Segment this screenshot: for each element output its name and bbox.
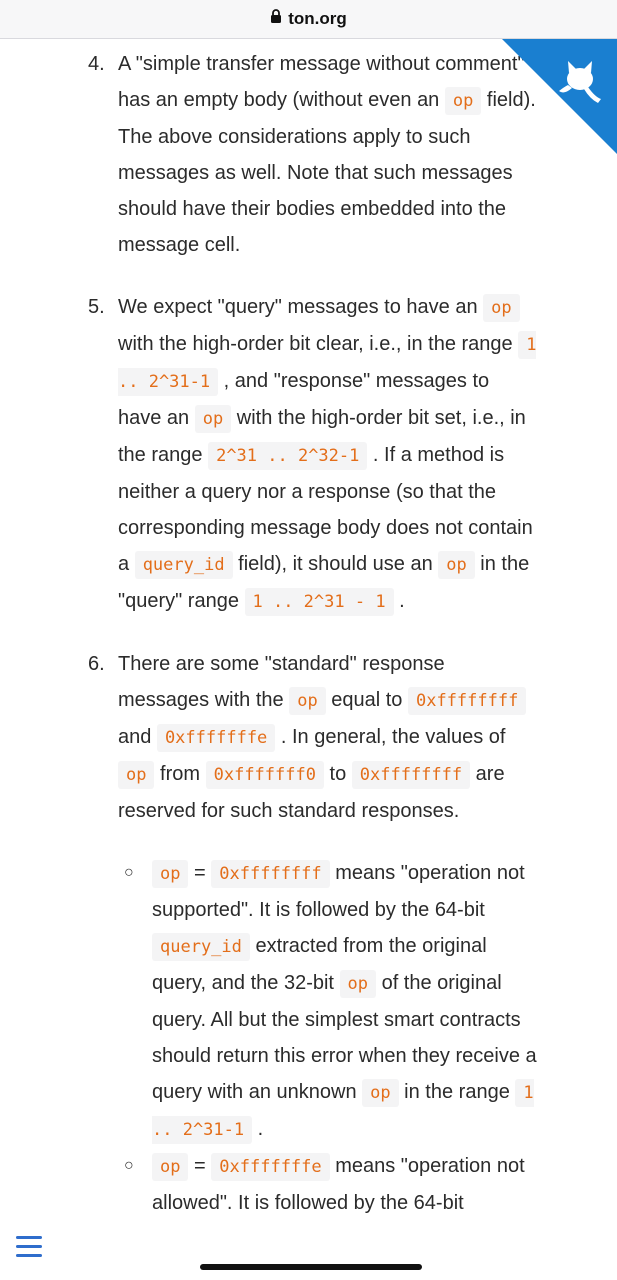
- browser-address-bar[interactable]: [0, 0, 617, 39]
- inline-code: 1 .. 2^31-1: [152, 1079, 534, 1144]
- text: There are some "standard" response messages with the: [118, 653, 445, 711]
- inline-code: op: [152, 1153, 188, 1181]
- bullet-circle: ○: [124, 1157, 134, 1174]
- text: , and "response" messages to have an: [118, 370, 490, 429]
- inline-code: 0xfffffff0: [206, 761, 324, 789]
- bullet-circle: ○: [124, 864, 134, 881]
- text: with the high-order bit set, i.e., in the range: [118, 407, 526, 466]
- list-item-6: [0, 646, 617, 1221]
- inline-code: 0xffffffff: [352, 761, 470, 789]
- inline-code: query_id: [135, 551, 233, 579]
- inline-code: 0xfffffffe: [211, 1153, 329, 1181]
- text: field), it should use an: [232, 553, 439, 575]
- text: .: [393, 590, 405, 612]
- inline-code: 1 .. 2^31 - 1: [245, 588, 394, 616]
- bullet-list: [118, 855, 537, 1221]
- github-corner-icon[interactable]: [502, 39, 617, 154]
- url-text: ton.org: [288, 9, 347, 28]
- inline-code: 1 .. 2^31-1: [118, 331, 536, 396]
- inline-code: 0xfffffffe: [157, 724, 275, 752]
- list-item-5: [0, 289, 617, 620]
- doc-content: [0, 40, 617, 1280]
- menu-bar: [16, 1245, 42, 1248]
- inline-code: op: [340, 970, 376, 998]
- inline-code: op: [195, 405, 231, 433]
- text: A "simple transfer message without comment" has an empty body (without even an: [118, 53, 525, 111]
- bullet-item-not-supported: [118, 855, 537, 1148]
- inline-code: op: [289, 687, 325, 715]
- inline-code: op: [438, 551, 474, 579]
- text: We expect "query" messages to have an: [118, 296, 484, 318]
- numbered-list: [0, 40, 617, 1221]
- text: field). The above considerations apply to such messages as well. Note that such messages should have their bodies embedded into the message cell.: [118, 89, 536, 256]
- inline-code: 0xffffffff: [408, 687, 526, 715]
- text: in the range: [398, 1081, 516, 1103]
- hamburger-menu-icon[interactable]: [16, 1236, 42, 1262]
- text: equal to: [325, 689, 408, 711]
- inline-code: 0xffffffff: [211, 860, 329, 888]
- list-number: 6.: [88, 653, 105, 675]
- text: of the original query. All but the simplest smart contracts should return this error when they receive a query with an unknown: [152, 972, 537, 1103]
- inline-code: op: [152, 860, 188, 888]
- inline-code: query_id: [152, 933, 250, 961]
- text: are reserved for such standard responses.: [118, 763, 505, 822]
- list-number: 5.: [88, 296, 105, 318]
- inline-code: op: [445, 87, 481, 115]
- text: =: [188, 862, 212, 884]
- text: means "operation not allowed". It is followed by the 64-bit: [152, 1155, 525, 1214]
- text: to: [323, 763, 352, 785]
- text: .: [252, 1118, 264, 1140]
- text: and: [118, 726, 157, 748]
- home-indicator: [200, 1264, 422, 1270]
- inline-code: op: [483, 294, 519, 322]
- bullet-item-not-allowed: [118, 1148, 537, 1221]
- text: =: [188, 1155, 212, 1177]
- menu-bar: [16, 1236, 42, 1239]
- inline-code: op: [362, 1079, 398, 1107]
- text: . If a method is neither a query nor a response (so that the corresponding message body does not contain a: [118, 444, 533, 575]
- lock-icon: [270, 9, 282, 29]
- text: . In general, the values of: [275, 726, 506, 748]
- text: in the "query" range: [118, 553, 530, 612]
- text: from: [154, 763, 206, 785]
- text: with the high-order bit clear, i.e., in the range: [118, 333, 519, 355]
- menu-bar: [16, 1254, 42, 1257]
- text: extracted from the original query, and the 32-bit: [152, 935, 487, 994]
- inline-code: 2^31 .. 2^32-1: [208, 442, 367, 470]
- inline-code: op: [118, 761, 154, 789]
- text: means "operation not supported". It is followed by the 64-bit: [152, 862, 525, 921]
- list-number: 4.: [88, 53, 105, 75]
